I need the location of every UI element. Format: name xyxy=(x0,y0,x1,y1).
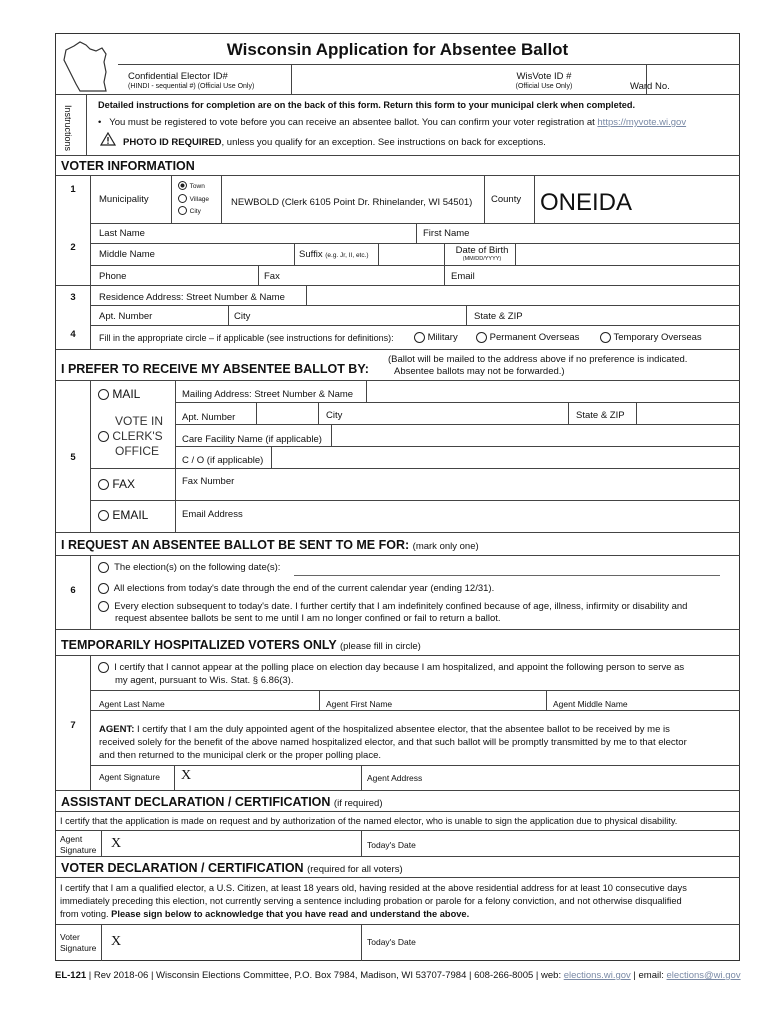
agent-first-name-label: Agent First Name xyxy=(326,699,393,709)
fill-circle-instruction: Fill in the appropriate circle – if applicable (see instructions for definitions): xyxy=(99,333,394,343)
office-label: OFFICE xyxy=(115,444,159,458)
voter-declaration-1: I certify that I am a qualified elector, a U.S. Citizen, at least 18 years old, having resided at the above residential address for at least 10 consecutive days xyxy=(60,883,687,893)
election-dates-option[interactable]: The election(s) on the following date(s): xyxy=(98,562,280,573)
town-option[interactable]: Town xyxy=(178,180,205,191)
row-number-3: 3 xyxy=(70,292,76,303)
prefer-note-1: (Ballot will be mailed to the address above if no preference is indicated. xyxy=(388,354,688,365)
fax-number-label: Fax Number xyxy=(182,476,235,487)
voter-declaration-3: from voting. Please sign below to acknowledge that you have read and understand the above. xyxy=(60,909,470,919)
absentee-ballot-form xyxy=(55,33,740,961)
agent-address-label: Agent Address xyxy=(367,773,423,783)
city-option[interactable]: City xyxy=(178,205,201,216)
row-number-7: 7 xyxy=(70,720,76,731)
first-name-label: First Name xyxy=(423,228,470,239)
mail-option[interactable]: MAIL xyxy=(98,387,140,401)
agent-middle-name-label: Agent Middle Name xyxy=(553,699,628,709)
residence-city-label: City xyxy=(234,311,251,322)
hospitalized-certify-cont: my agent, pursuant to Wis. Stat. § 6.86(3). xyxy=(115,675,294,686)
agent-signature-label: Agent Signature xyxy=(99,772,160,782)
indefinitely-confined-cont: request absentee ballots be sent to me until I am no longer confined or fail to return a ballot. xyxy=(115,613,501,624)
wisvote-label: WisVote ID # xyxy=(516,71,572,82)
request-heading: I REQUEST AN ABSENTEE BALLOT BE SENT TO ME FOR: (mark only one) xyxy=(61,538,479,552)
mailing-address-label: Mailing Address: Street Number & Name xyxy=(182,389,354,400)
indefinitely-confined-option[interactable]: Every election subsequent to today's date. I further certify that I am indefinitely confined because of age, illness, infirmity or disability and xyxy=(98,601,687,612)
voter-label: Voter xyxy=(60,932,80,942)
assistant-certify-text: I certify that the application is made on request and by authorization of the named elector, who is unable to sign the application due to physical disability. xyxy=(60,816,678,826)
clerks-office-option[interactable]: CLERK'S xyxy=(98,429,163,443)
last-name-label: Last Name xyxy=(99,228,145,239)
instructions-side-label: Instructions xyxy=(63,104,73,152)
confidential-elector-label: Confidential Elector ID# xyxy=(128,71,228,82)
residence-state-zip-label: State & ZIP xyxy=(474,311,523,322)
municipality-value: NEWBOLD (Clerk 6105 Point Dr. Rhinelander, WI 54501) xyxy=(231,197,473,208)
voter-signature-x[interactable]: X xyxy=(111,934,122,949)
mailing-apt-label: Apt. Number xyxy=(182,412,236,423)
assistant-signature-x[interactable]: X xyxy=(111,836,122,851)
permanent-overseas-option[interactable]: Permanent Overseas xyxy=(476,332,579,343)
email-label: Email xyxy=(451,271,475,282)
vote-in-label: VOTE IN xyxy=(115,414,164,428)
county-label: County xyxy=(491,194,522,205)
care-facility-label: Care Facility Name (if applicable) xyxy=(182,434,322,445)
agent-last-name-label: Agent Last Name xyxy=(99,699,165,709)
form-footer: EL-121 | Rev 2018-06 | Wisconsin Elections Committee, P.O. Box 7984, Madison, WI 53707-7984 | 608-266-8005 | web: elections.wi.gov | email: elections@wi.gov xyxy=(55,970,741,981)
row-number-1: 1 xyxy=(70,184,76,195)
assistant-heading: ASSISTANT DECLARATION / CERTIFICATION (if required) xyxy=(61,795,383,809)
municipality-label: Municipality xyxy=(99,194,149,205)
temporary-overseas-option[interactable]: Temporary Overseas xyxy=(600,332,702,343)
footer-email-link[interactable]: elections@wi.gov xyxy=(666,970,741,981)
dob-label: Date of Birth xyxy=(455,245,509,256)
assistant-agent-label: Agent xyxy=(60,834,83,844)
photo-id-line: PHOTO ID REQUIRED, unless you qualify for an exception. See instructions on back for exceptions. xyxy=(123,137,546,148)
row-number-5: 5 xyxy=(70,452,76,463)
row-number-4: 4 xyxy=(70,329,76,340)
voter-info-heading: VOTER INFORMATION xyxy=(61,159,195,173)
instructions-line1: Detailed instructions for completion are on the back of this form. Return this form to your municipal clerk when completed. xyxy=(98,100,636,110)
voter-declaration-heading: VOTER DECLARATION / CERTIFICATION (required for all voters) xyxy=(61,861,403,875)
military-option[interactable]: Military xyxy=(414,332,458,343)
row-number-6: 6 xyxy=(70,585,76,596)
assistant-date-label: Today's Date xyxy=(367,840,416,850)
residence-address-label: Residence Address: Street Number & Name xyxy=(99,292,285,303)
middle-name-label: Middle Name xyxy=(99,249,155,260)
row-number-2: 2 xyxy=(70,242,76,253)
voter-date-label: Today's Date xyxy=(367,937,416,947)
footer-web-link[interactable]: elections.wi.gov xyxy=(563,970,631,981)
hospitalized-certify-option[interactable]: I certify that I cannot appear at the polling place on election day because I am hospitalized, and appoint the following person to serve as xyxy=(98,662,684,673)
residence-apt-label: Apt. Number xyxy=(99,311,153,322)
calendar-year-option[interactable]: All elections from today's date through the end of the current calendar year (ending 12/31). xyxy=(98,583,494,594)
mailing-state-zip-label: State & ZIP xyxy=(576,410,625,421)
confidential-elector-field[interactable] xyxy=(291,64,441,94)
village-option[interactable]: Village xyxy=(178,193,209,204)
wisvote-sub: (Official Use Only) xyxy=(515,83,573,90)
agent-certification-1: AGENT: I certify that I am the duly appointed agent of the hospitalized absentee elector, that the absentee ballot to be received by me is xyxy=(99,724,670,735)
agent-certification-2: received solely for the benefit of the above named hospitalized elector, and that such ballot will be promptly transmitted by me to that elector xyxy=(99,737,687,748)
suffix-label: Suffix (e.g. Jr, II, etc.) xyxy=(299,249,369,260)
prefer-heading: I PREFER TO RECEIVE MY ABSENTEE BALLOT BY: xyxy=(61,362,369,376)
agent-certification-3: and then returned to the municipal clerk or the proper polling place. xyxy=(99,750,382,761)
assistant-signature-label: Signature xyxy=(60,845,97,855)
phone-label: Phone xyxy=(99,271,127,282)
voter-declaration-2: immediately preceding this election, not currently serving a sentence including probation or parole for a felony conviction, and not otherwise disqualified xyxy=(60,896,682,906)
county-value: ONEIDA xyxy=(540,189,633,216)
dob-sub: (MM/DD/YYYY) xyxy=(462,256,502,262)
email-option[interactable]: EMAIL xyxy=(98,508,148,522)
mailing-city-label: City xyxy=(326,410,343,421)
fax-option[interactable]: FAX xyxy=(98,477,135,491)
instructions-line2: • You must be registered to vote before you can receive an absentee ballot. You can confirm your voter registration at https://myvote.wi.gov xyxy=(98,117,687,128)
ward-label: Ward No. xyxy=(630,81,670,92)
myvote-link[interactable]: https://myvote.wi.gov xyxy=(597,117,687,128)
prefer-note-2: Absentee ballots may not be forwarded.) xyxy=(394,366,565,377)
email-address-label: Email Address xyxy=(182,509,243,520)
hospitalized-heading: TEMPORARILY HOSPITALIZED VOTERS ONLY (please fill in circle) xyxy=(61,638,421,652)
care-of-label: C / O (if applicable) xyxy=(182,455,264,466)
voter-signature-label: Signature xyxy=(60,943,97,953)
form-title: Wisconsin Application for Absentee Ballot xyxy=(226,40,569,59)
agent-signature-x[interactable]: X xyxy=(181,768,192,783)
confidential-elector-sub: (HINDI - sequential #) (Official Use Only) xyxy=(128,83,255,90)
warning-icon xyxy=(100,132,116,146)
fax-label: Fax xyxy=(264,271,280,282)
